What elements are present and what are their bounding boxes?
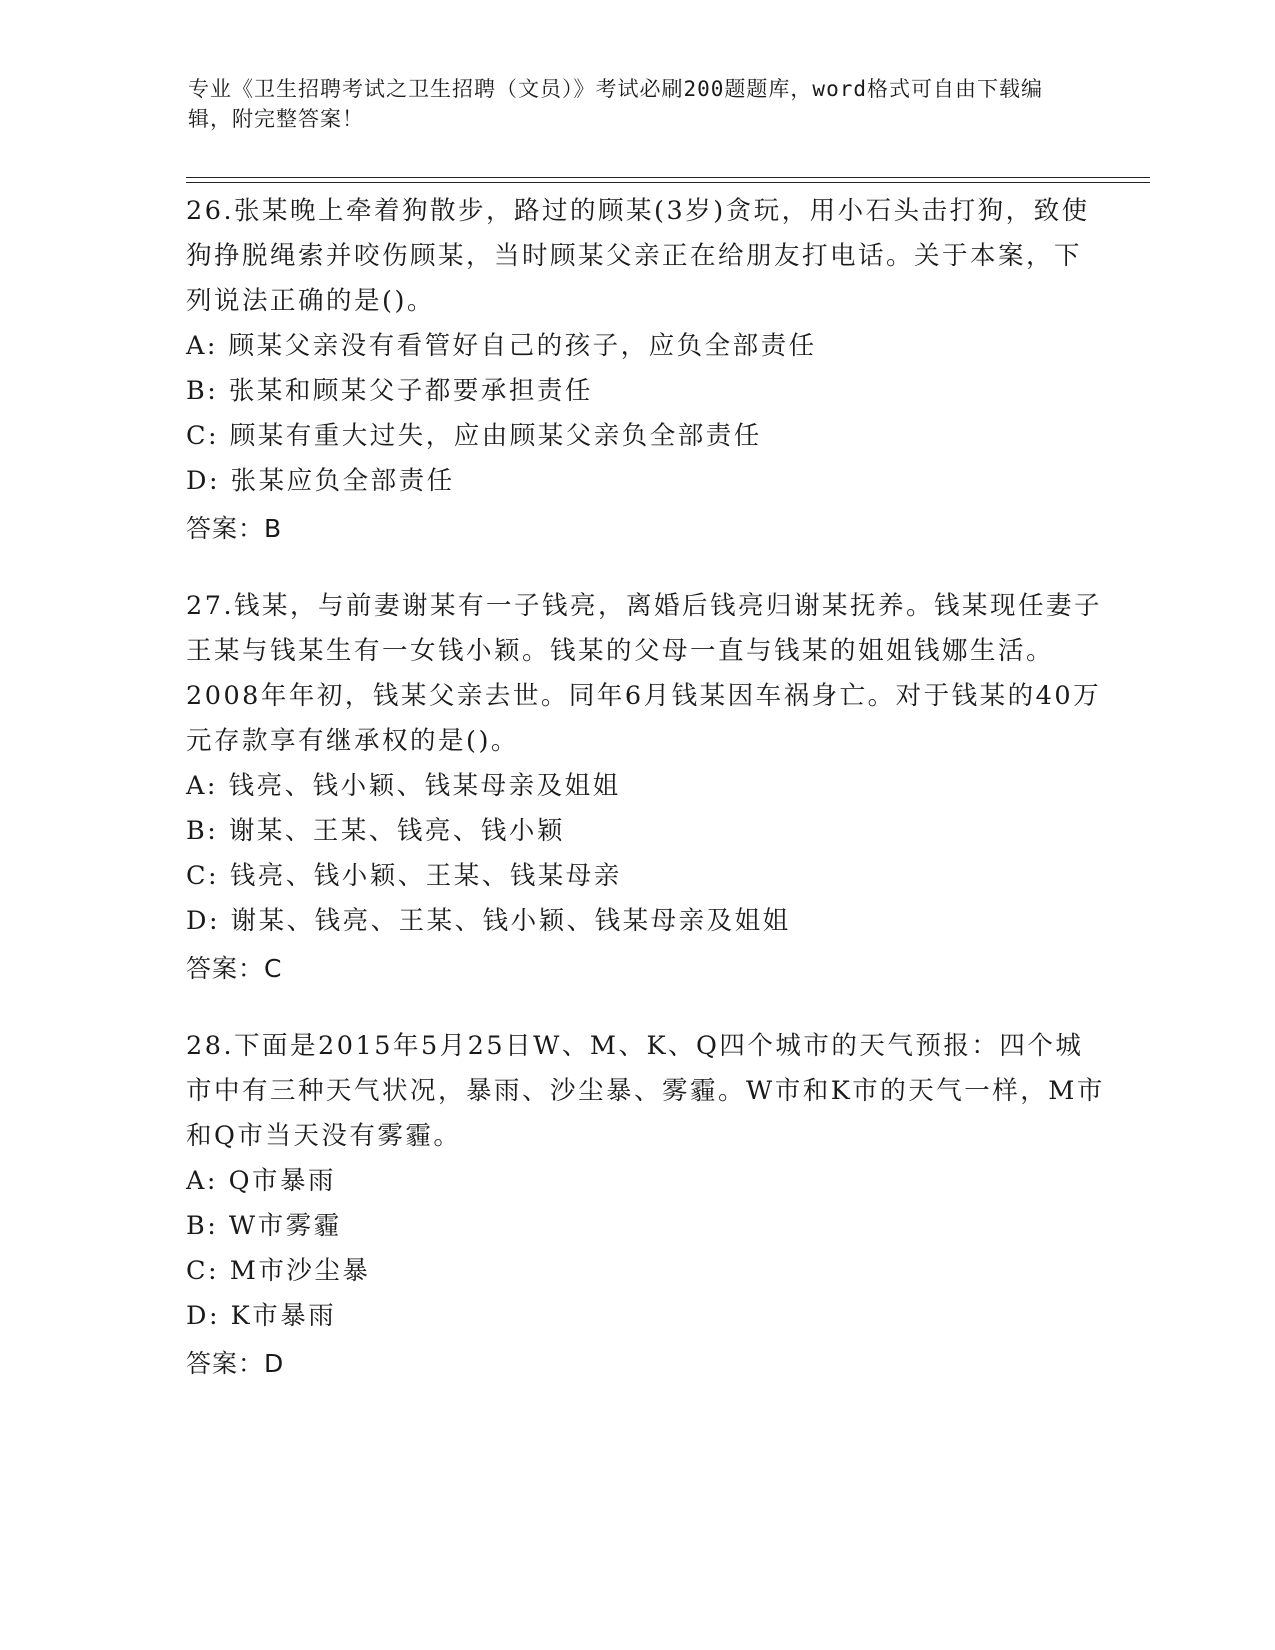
document-header: 专业《卫生招聘考试之卫生招聘（文员）》考试必刷200题题库，word格式可自由下载编辑，附完整答案！ [188,77,1043,131]
answer-label: 答案：D [186,1349,285,1378]
option-d: D: 谢某、钱亮、王某、钱小颖、钱某母亲及姐姐 [186,906,791,936]
option-a: A: 顾某父亲没有看管好自己的孩子，应负全部责任 [186,331,817,361]
option-c: C: 顾某有重大过失，应由顾某父亲负全部责任 [186,421,762,451]
answer-label: 答案：B [186,514,283,543]
option-b: B: 张某和顾某父子都要承担责任 [186,376,593,406]
option-a: A: 钱亮、钱小颖、钱某母亲及姐姐 [186,771,621,801]
question-stem: 28.下面是2015年5月25日W、M、K、Q四个城市的天气预报：四个城市中有三种天气状况，暴雨、沙尘暴、雾霾。W市和K市的天气一样，M市和Q市当天没有雾霾。 [186,1031,1105,1151]
header-divider-bottom [186,182,1150,183]
question-27 [186,584,1106,991]
option-d: D: 张某应负全部责任 [186,466,455,496]
option-b: B: 谢某、王某、钱亮、钱小颖 [186,816,565,846]
option-b: B: W市雾霾 [186,1211,342,1241]
question-stem: 27.钱某，与前妻谢某有一子钱亮，离婚后钱亮归谢某抚养。钱某现任妻子王某与钱某生有一女钱小颖。钱某的父母一直与钱某的姐姐钱娜生活。2008年年初，钱某父亲去世。同年6月钱某因车祸身亡。对于钱某的40万元存款享有继承权的是()。 [186,591,1103,756]
option-c: C: M市沙尘暴 [186,1256,371,1286]
question-stem: 26.张某晚上牵着狗散步，路过的顾某(3岁)贪玩，用小石头击打狗，致使狗挣脱绳索并咬伤顾某，当时顾某父亲正在给朋友打电话。关于本案，下列说法正确的是()。 [186,196,1090,316]
option-a: A: Q市暴雨 [186,1166,337,1196]
option-d: D: K市暴雨 [186,1301,337,1331]
option-c: C: 钱亮、钱小颖、王某、钱某母亲 [186,861,622,891]
answer-label: 答案：C [186,954,283,983]
header-divider-top [186,177,1150,178]
question-28 [186,1024,1106,1386]
question-26 [186,189,1106,551]
